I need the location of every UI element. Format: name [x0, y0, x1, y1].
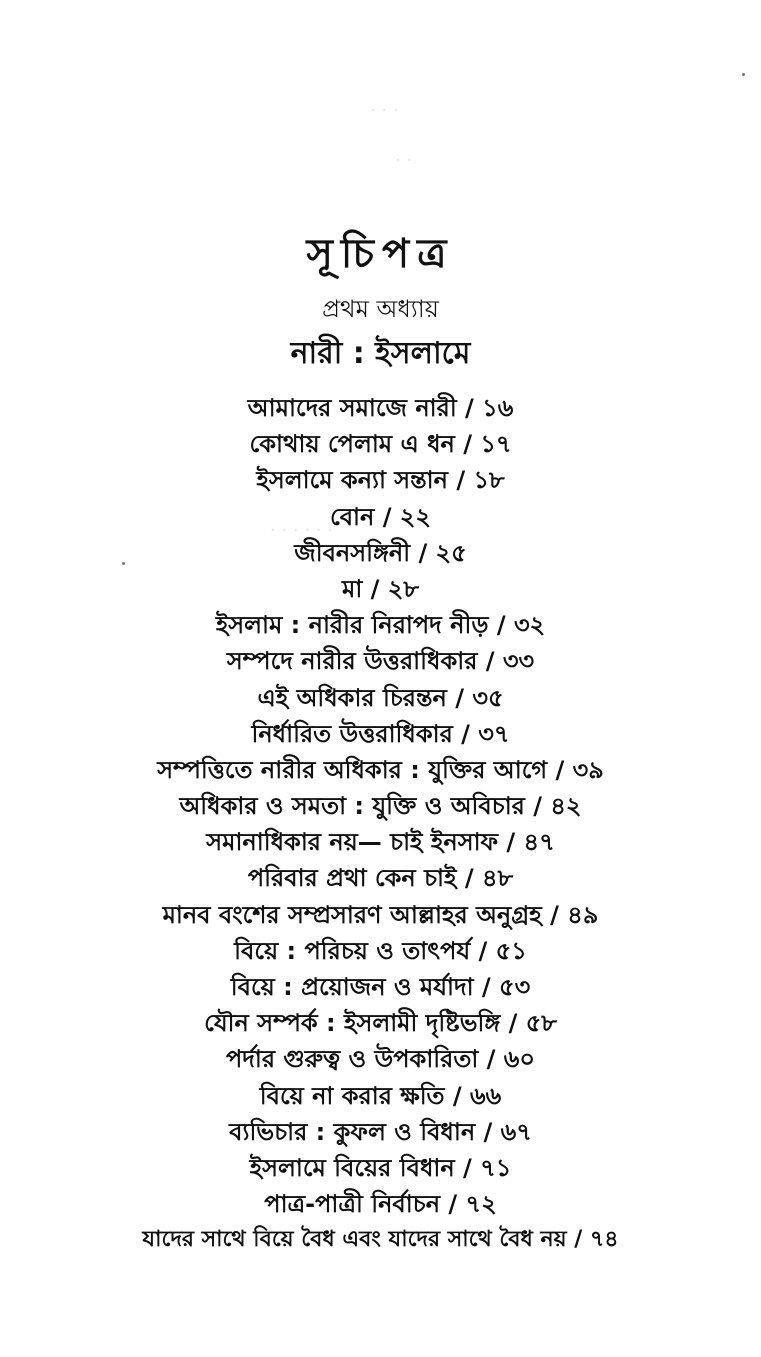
section-title: নারী : ইসলামে: [290, 336, 471, 371]
toc-entry: বিয়ে না করার ক্ষতি / ৬৬: [259, 1081, 502, 1110]
toc-entry: পরিবার প্রথা কেন চাই / ৪৮: [247, 864, 514, 893]
toc-entry: সম্পদে নারীর উত্তরাধিকার / ৩৩: [226, 647, 535, 676]
toc-entry: বোন / ২২: [329, 502, 432, 531]
show-through-marks: · ·: [395, 150, 413, 171]
toc-entry: বিয়ে : প্রয়োজন ও মর্যাদা / ৫৩: [230, 973, 531, 1001]
speck: [742, 73, 745, 76]
toc-entry: কোথায় পেলাম এ ধন / ১৭: [249, 430, 512, 459]
toc-entry: মানব বংশের সম্প্রসারণ আল্লাহর অনুগ্রহ / ৪৯: [162, 900, 599, 929]
toc-entry: ইসলামে কন্যা সন্তান / ১৮: [256, 466, 505, 495]
toc-entry: ব্যভিচার : কুফল ও বিধান / ৬৭: [229, 1117, 532, 1146]
toc-entry: পাত্র-পাত্রী নির্বাচন / ৭২: [264, 1190, 497, 1219]
toc-entry: অধিকার ও সমতা : যুক্তি ও অবিচার / ৪২: [179, 792, 582, 821]
toc-entry: সম্পত্তিতে নারীর অধিকার : যুক্তির আগে / ৩৯: [157, 755, 604, 784]
show-through-marks: · · ·: [370, 100, 399, 121]
toc-entry: জীবনসঙ্গিনী / ২৫: [294, 538, 467, 567]
toc-entry: যাদের সাথে বিয়ে বৈধ এবং যাদের সাথে বৈধ নয় / ৭৪: [142, 1227, 619, 1253]
toc-entry: মা / ২৮: [342, 574, 419, 603]
toc-entry: পর্দার গুরুত্ব ও উপকারিতা / ৬০: [225, 1045, 536, 1074]
toc-entry: সমানাধিকার নয়— চাই ইনসাফ / ৪৭: [206, 828, 555, 857]
toc-entry: বিয়ে : পরিচয় ও তাৎপর্য / ৫১: [234, 936, 527, 965]
chapter-label: প্রথম অধ্যায়: [322, 295, 439, 323]
toc-entry: ইসলামে বিয়ের বিধান / ৭১: [249, 1153, 512, 1182]
table-of-contents: [0, 390, 761, 1259]
toc-entry: এই অধিকার চিরন্তন / ৩৫: [257, 683, 504, 712]
toc-entry: যৌন সম্পর্ক : ইসলামী দৃষ্টিভঙ্গি / ৫৮: [204, 1009, 557, 1038]
toc-entry: নির্ধারিত উত্তরাধিকার / ৩৭: [251, 719, 510, 748]
show-through-marks: · · · · · ·: [270, 520, 333, 541]
toc-entry: ইসলাম : নারীর নিরাপদ নীড় / ৩২: [215, 611, 546, 640]
page-title: সূচিপত্র: [306, 231, 455, 277]
toc-entry: আমাদের সমাজে নারী / ১৬: [247, 394, 514, 422]
